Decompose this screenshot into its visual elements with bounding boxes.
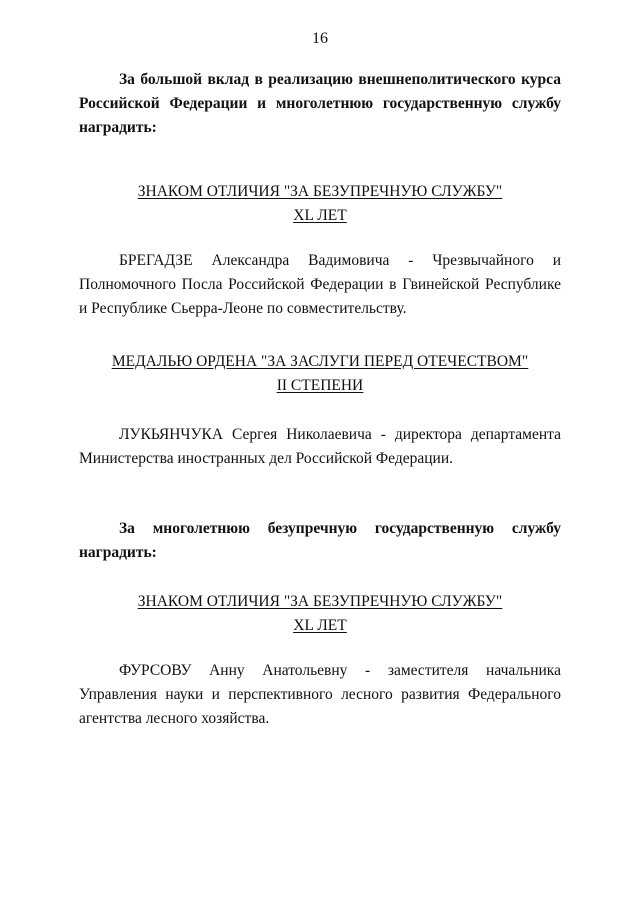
award-3-title <box>0 590 640 638</box>
page-number: 16 <box>312 30 328 47</box>
award-3-title-line2: XL ЛЕТ <box>293 617 347 634</box>
section-1-intro: За большой вклад в реализацию внешнеполитического курса Российской Федерации и многолетнюю государственную службу наградить: <box>79 71 561 136</box>
award-2-title-line1: МЕДАЛЬЮ ОРДЕНА "ЗА ЗАСЛУГИ ПЕРЕД ОТЕЧЕСТВОМ" <box>111 353 529 370</box>
award-2-title-line2: II СТЕПЕНИ <box>276 377 364 394</box>
award-3-recipient: ФУРСОВУ Анну Анатольевну - заместителя начальника Управления науки и перспективного лесного развития Федерального агентства лесного хозяйства. <box>79 662 561 727</box>
award-1-title-line1: ЗНАКОМ ОТЛИЧИЯ "ЗА БЕЗУПРЕЧНУЮ СЛУЖБУ" <box>137 183 503 200</box>
award-1-recipient: БРЕГАДЗЕ Александра Вадимовича - Чрезвычайного и Полномочного Посла Российской Федерации в Гвинейской Республике и Республике Сьерра-Леоне по совместительству. <box>79 252 561 317</box>
award-1-title-line2: XL ЛЕТ <box>293 207 347 224</box>
award-3-title-line1: ЗНАКОМ ОТЛИЧИЯ "ЗА БЕЗУПРЕЧНУЮ СЛУЖБУ" <box>137 593 503 610</box>
section-2-intro: За многолетнюю безупречную государственную службу наградить: <box>79 520 561 561</box>
award-1-title <box>0 180 640 228</box>
award-2-title <box>0 350 640 398</box>
award-2-recipient: ЛУКЬЯНЧУКА Сергея Николаевича - директора департамента Министерства иностранных дел Российской Федерации. <box>79 426 561 467</box>
